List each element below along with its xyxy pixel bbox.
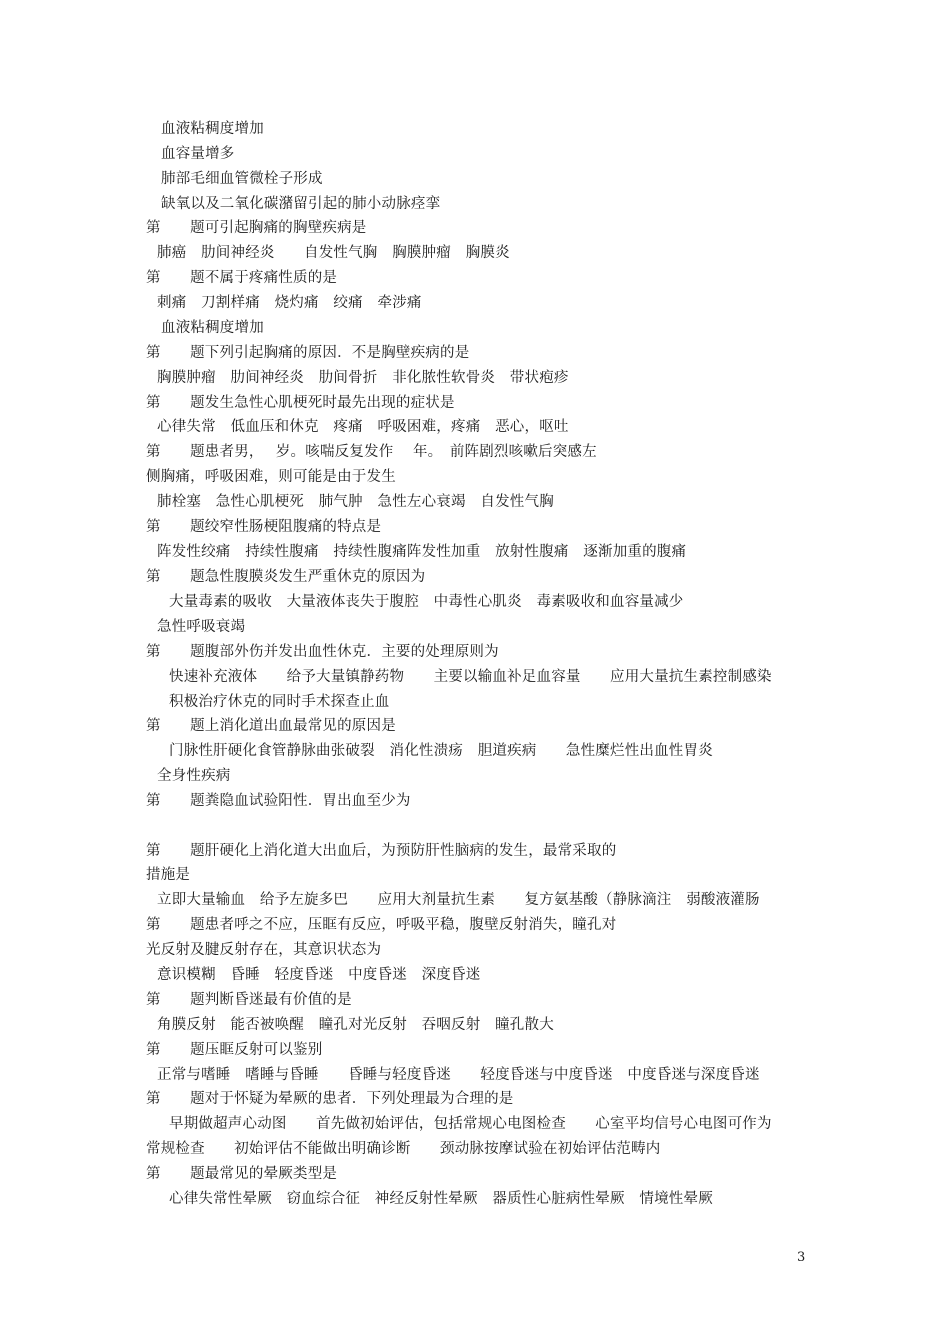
question-line: 第 题急性腹膜炎发生严重休克的原因为	[146, 569, 426, 585]
options-line: 肺栓塞 急性心肌梗死 肺气肿 急性左心衰竭 自发性气胸	[157, 494, 554, 510]
text-line: 血容量增多	[161, 146, 235, 162]
options-line: 门脉性肝硬化食管静脉曲张破裂 消化性溃疡 胆道疾病 急性糜烂性出血性胃炎	[169, 743, 713, 759]
question-line: 第 题上消化道出血最常见的原因是	[146, 718, 396, 734]
question-line: 侧胸痛，呼吸困难，则可能是由于发生	[146, 469, 396, 485]
page-number: 3	[797, 1250, 806, 1265]
question-line: 第 题粪隐血试验阳性．胃出血至少为	[146, 793, 411, 809]
question-line: 第 题对于怀疑为晕厥的患者．下列处理最为合理的是	[146, 1091, 514, 1107]
options-line: 刺痛 刀割样痛 烧灼痛 绞痛 牵涉痛	[157, 295, 422, 311]
options-line: 常规检查 初始评估不能做出明确诊断 颈动脉按摩试验在初始评估范畴内	[146, 1141, 661, 1157]
question-line: 第 题患者男， 岁。咳喘反复发作 年。 前阵剧烈咳嗽后突感左	[146, 444, 597, 460]
options-line: 急性呼吸衰竭	[157, 619, 246, 635]
text-line: 血液粘稠度增加	[161, 320, 264, 336]
question-line: 措施是	[146, 867, 191, 883]
options-line: 正常与嗜睡 嗜睡与昏睡 昏睡与轻度昏迷 轻度昏迷与中度昏迷 中度昏迷与深度昏迷	[157, 1067, 760, 1083]
options-line: 阵发性绞痛 持续性腹痛 持续性腹痛阵发性加重 放射性腹痛 逐渐加重的腹痛	[157, 544, 687, 560]
options-line: 积极治疗休克的同时手术探查止血	[169, 694, 390, 710]
options-line: 早期做超声心动图 首先做初始评估，包括常规心电图检查 心室平均信号心电图可作为	[169, 1116, 772, 1132]
options-line: 大量毒素的吸收 大量液体丧失于腹腔 中毒性心肌炎 毒素吸收和血容量减少	[169, 594, 684, 610]
options-line: 快速补充液体 给予大量镇静药物 主要以输血补足血容量 应用大量抗生素控制感染	[169, 669, 772, 685]
question-line: 第 题发生急性心肌梗死时最先出现的症状是	[146, 395, 455, 411]
question-line: 第 题下列引起胸痛的原因．不是胸壁疾病的是	[146, 345, 470, 361]
options-line: 立即大量输血 给予左旋多巴 应用大剂量抗生素 复方氨基酸（静脉滴注 弱酸液灌肠	[157, 892, 760, 908]
question-line: 第 题患者呼之不应，压眶有反应，呼吸平稳，腹壁反射消失，瞳孔对	[146, 917, 617, 933]
question-line: 第 题绞窄性肠梗阻腹痛的特点是	[146, 519, 382, 535]
question-line: 第 题腹部外伤并发出血性休克．主要的处理原则为	[146, 644, 499, 660]
question-line: 光反射及腱反射存在，其意识状态为	[146, 942, 382, 958]
options-line: 角膜反射 能否被唤醒 瞳孔对光反射 吞咽反射 瞳孔散大	[157, 1017, 554, 1033]
options-line: 心律失常 低血压和休克 疼痛 呼吸困难，疼痛 恶心，呕吐	[157, 419, 569, 435]
text-line: 血液粘稠度增加	[161, 121, 264, 137]
options-line: 肺癌 肋间神经炎 自发性气胸 胸膜肿瘤 胸膜炎	[157, 245, 510, 261]
question-line: 第 题肝硬化上消化道大出血后，为预防肝性脑病的发生，最常采取的	[146, 843, 617, 859]
options-line: 全身性疾病	[157, 768, 231, 784]
question-line: 第 题可引起胸痛的胸壁疾病是	[146, 220, 367, 236]
question-line: 第 题最常见的晕厥类型是	[146, 1166, 338, 1182]
text-line: 缺氧以及二氧化碳潴留引起的肺小动脉痉挛	[161, 196, 441, 212]
text-line: 肺部毛细血管微栓子形成	[161, 171, 323, 187]
options-line: 胸膜肿瘤 肋间神经炎 肋间骨折 非化脓性软骨炎 带状疱疹	[157, 370, 569, 386]
question-line: 第 题压眶反射可以鉴别	[146, 1042, 323, 1058]
question-line: 第 题不属于疼痛性质的是	[146, 270, 338, 286]
options-line: 心律失常性晕厥 窃血综合征 神经反射性晕厥 器质性心脏病性晕厥 情境性晕厥	[169, 1191, 713, 1207]
question-line: 第 题判断昏迷最有价值的是	[146, 992, 352, 1008]
options-line: 意识模糊 昏睡 轻度昏迷 中度昏迷 深度昏迷	[157, 967, 481, 983]
